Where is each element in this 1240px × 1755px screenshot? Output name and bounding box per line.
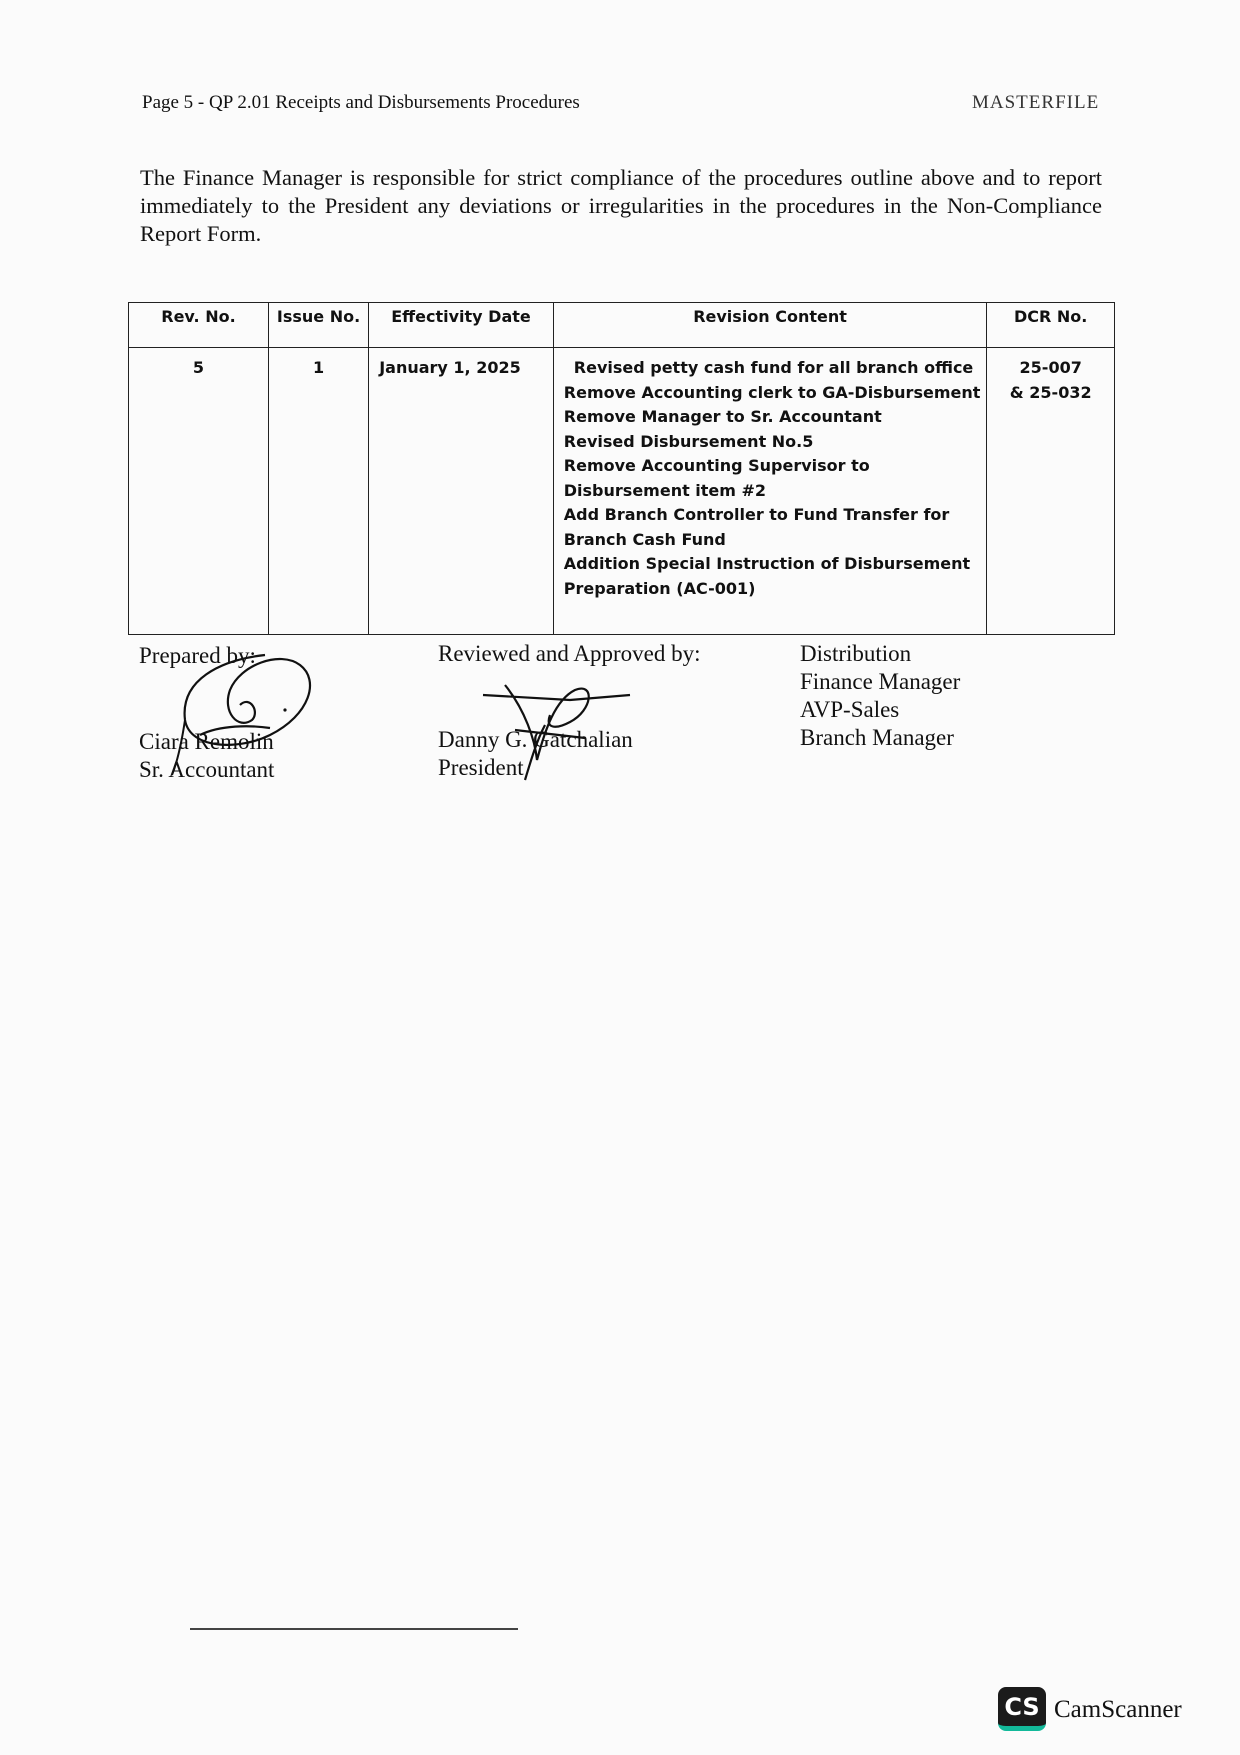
preparer-signature (160, 650, 330, 780)
revision-line: Branch Cash Fund (563, 529, 726, 549)
header-effectivity-date: Effectivity Date (369, 303, 554, 348)
table-header-row (129, 303, 1115, 348)
cell-rev-no: 5 (129, 348, 269, 635)
compliance-paragraph: The Finance Manager is responsible for strict compliance of the procedures outline above and to report immediately to the President any deviations or irregularities in the procedures in the Non-Compliance Report Form. (140, 165, 1102, 246)
list-item: AVP-Sales (800, 697, 900, 722)
revision-line: Addition Special Instruction of Disbursement (563, 554, 971, 573)
preparer-name: Ciara Remolin (139, 729, 274, 754)
camscanner-logo-icon: CS (998, 1687, 1046, 1731)
distribution-block (800, 640, 960, 752)
revision-line: Revised Disbursement No.5 (563, 431, 814, 451)
revision-line: Disbursement item #2 (563, 480, 767, 500)
masterfile-label: MASTERFILE (972, 92, 1100, 113)
list-item: Finance Manager (800, 669, 961, 694)
header-dcr-no: DCR No. (987, 303, 1115, 348)
cell-issue-no: 1 (268, 348, 368, 635)
revision-line: Add Branch Controller to Fund Transfer for (563, 505, 950, 524)
footer-rule (190, 1628, 518, 1630)
camscanner-watermark: CamScanner (1054, 1696, 1182, 1723)
approver-signature (475, 670, 635, 785)
page-header-title: Page 5 - QP 2.01 Receipts and Disbursements Procedures (142, 92, 580, 113)
revision-line: Revised petty cash fund for all branch office (573, 358, 974, 377)
table-row (129, 348, 1115, 635)
distribution-list (800, 668, 960, 752)
cell-revision-content (553, 348, 987, 635)
revision-line: Preparation (AC-001) (563, 578, 756, 598)
approver-name: Danny G. Gatchalian (438, 727, 633, 752)
preparer-title: Sr. Accountant (139, 757, 275, 782)
approver-title: President (438, 755, 524, 780)
revision-line: Remove Accounting Supervisor to (563, 456, 870, 475)
approved-by-label: Reviewed and Approved by: (438, 641, 701, 666)
header-rev-no: Rev. No. (129, 303, 269, 348)
distribution-label: Distribution (800, 641, 912, 666)
prepared-by-label: Prepared by: (139, 643, 256, 668)
revision-table (128, 302, 1115, 635)
revision-line: Remove Accounting clerk to GA-Disbursement (563, 382, 981, 402)
list-item: Branch Manager (800, 725, 954, 750)
dcr-line: & 25-032 (1009, 382, 1092, 402)
header-revision-content: Revision Content (553, 303, 987, 348)
header-issue-no: Issue No. (268, 303, 368, 348)
revision-line: Remove Manager to Sr. Accountant (563, 407, 882, 426)
dcr-line: 25-007 (1019, 358, 1082, 377)
cell-effectivity-date: January 1, 2025 (369, 348, 554, 635)
approved-by-block (438, 640, 701, 668)
cell-dcr-no (987, 348, 1115, 635)
